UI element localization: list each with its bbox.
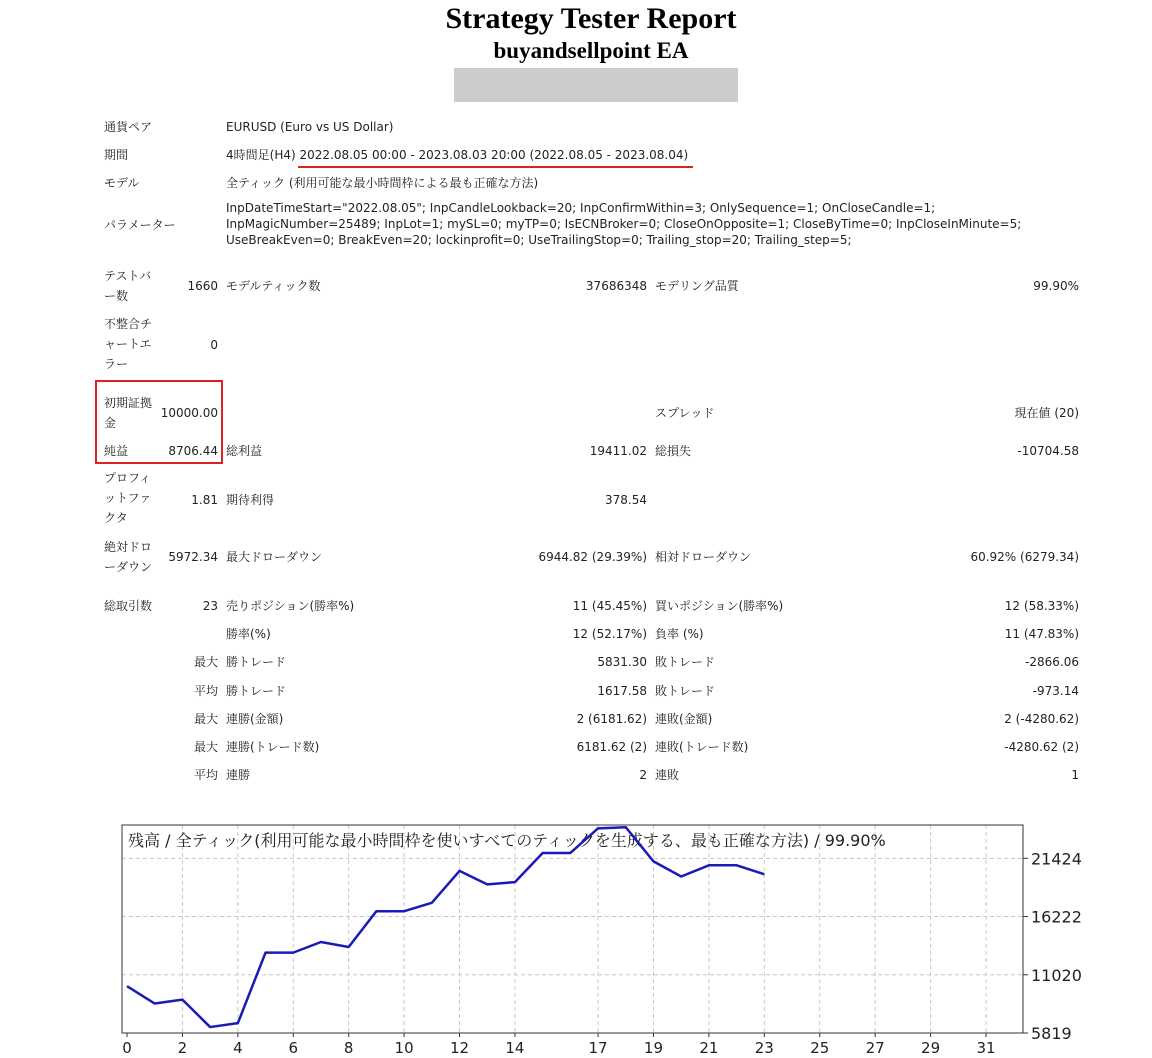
max-loss-trade-label: 敗トレード bbox=[655, 655, 716, 669]
avg-cons-wins-label: 連勝 bbox=[226, 768, 251, 782]
deposit-value: 10000.00 bbox=[160, 406, 218, 420]
model-value: 全ティック (利用可能な最小時間枠による最も正確な方法) bbox=[226, 176, 539, 190]
x-tick-label: 10 bbox=[394, 1039, 414, 1057]
avg-loss-trade-label: 敗トレード bbox=[655, 684, 716, 698]
cons-losses-count-value: -4280.62 (2) bbox=[1004, 740, 1079, 754]
period-highlight-underline bbox=[298, 166, 693, 168]
avg-row-label: 平均 bbox=[193, 684, 218, 698]
params-label: パラメーター bbox=[104, 218, 176, 232]
total-trades-value: 23 bbox=[202, 599, 218, 613]
symbol-value: EURUSD (Euro vs US Dollar) bbox=[226, 120, 394, 134]
x-tick-label: 8 bbox=[343, 1039, 354, 1057]
y-tick-label: 5819 bbox=[1031, 1024, 1072, 1043]
profit-factor-label: プロフィットファクタ bbox=[104, 471, 152, 525]
chart-title: 残高 / 全ティック(利用可能な最小時間枠を使いすべてのティックを生成する、最も正確な方法) / 99.90% bbox=[128, 831, 886, 850]
max-drawdown-label: 最大ドローダウン bbox=[226, 550, 323, 564]
y-tick-label: 11020 bbox=[1031, 965, 1082, 985]
quality-value: 99.90% bbox=[1033, 279, 1079, 293]
period-value: 4時間足(H4) 2022.08.05 00:00 - 2023.08.03 20:00 (2022.08.05 - 2023.08.04) bbox=[226, 148, 689, 162]
avg-cons-losses-label: 連敗 bbox=[655, 768, 680, 782]
y-tick-label: 16222 bbox=[1031, 907, 1082, 927]
x-tick-label: 14 bbox=[505, 1039, 525, 1057]
win-percent-value: 12 (52.17%) bbox=[572, 627, 647, 641]
max-win-trade-value: 5831.30 bbox=[597, 655, 647, 669]
x-tick-label: 2 bbox=[177, 1039, 188, 1057]
max-win-trade-label: 勝トレード bbox=[226, 655, 287, 669]
y-tick-label: 21424 bbox=[1031, 849, 1082, 869]
long-positions-label: 買いポジション(勝率%) bbox=[655, 599, 784, 613]
bars-value: 1660 bbox=[187, 279, 218, 293]
x-tick-label: 4 bbox=[233, 1039, 243, 1057]
quality-label: モデリング品質 bbox=[655, 279, 739, 293]
balance-line bbox=[127, 827, 764, 1027]
cons-wins-amount-value: 2 (6181.62) bbox=[576, 712, 647, 726]
avg-loss-trade-value: -973.14 bbox=[1032, 684, 1079, 698]
abs-drawdown-label: 絶対ドローダウン bbox=[104, 540, 153, 574]
net-label: 純益 bbox=[104, 444, 129, 458]
avg-cons-wins-value: 2 bbox=[639, 768, 647, 782]
max-row-label: 最大 bbox=[193, 655, 218, 669]
max-drawdown-value: 6944.82 (29.39%) bbox=[538, 550, 647, 564]
mismatch-value: 0 bbox=[210, 338, 218, 352]
max-loss-trade-value: -2866.06 bbox=[1025, 655, 1079, 669]
symbol-label: 通貨ペア bbox=[104, 120, 153, 134]
avg-cons-losses-value: 1 bbox=[1071, 768, 1079, 782]
x-tick-label: 6 bbox=[288, 1039, 299, 1057]
rel-drawdown-value: 60.92% (6279.34) bbox=[970, 550, 1079, 564]
avg-win-trade-value: 1617.58 bbox=[597, 684, 647, 698]
gross-profit-value: 19411.02 bbox=[589, 444, 647, 458]
net-value: 8706.44 bbox=[168, 444, 218, 458]
gross-profit-label: 総利益 bbox=[226, 444, 263, 458]
short-positions-label: 売りポジション(勝率%) bbox=[226, 599, 355, 613]
balance-chart bbox=[0, 815, 1152, 1058]
x-tick-label: 17 bbox=[588, 1039, 608, 1057]
long-positions-value: 12 (58.33%) bbox=[1004, 599, 1079, 613]
profit-factor-value: 1.81 bbox=[191, 493, 218, 507]
x-tick-label: 29 bbox=[921, 1039, 941, 1057]
cons-wins-amount-label: 連勝(金額) bbox=[226, 712, 284, 726]
ticks-label: モデルティック数 bbox=[226, 279, 321, 293]
x-tick-label: 0 bbox=[122, 1039, 132, 1057]
x-tick-label: 23 bbox=[754, 1039, 774, 1057]
gross-loss-value: -10704.58 bbox=[1017, 444, 1079, 458]
bars-label: テストバー数 bbox=[104, 269, 152, 303]
loss-percent-label: 負率 (%) bbox=[655, 627, 704, 641]
abs-drawdown-value: 5972.34 bbox=[168, 550, 218, 564]
balance-chart-svg bbox=[0, 815, 1152, 1058]
short-positions-value: 11 (45.45%) bbox=[572, 599, 647, 613]
x-tick-label: 31 bbox=[976, 1039, 996, 1057]
cons-wins-count-label: 連勝(トレード数) bbox=[226, 740, 320, 754]
max-cons-amount-row-label: 最大 bbox=[193, 712, 218, 726]
max-cons-count-row-label: 最大 bbox=[193, 740, 218, 754]
x-tick-label: 21 bbox=[699, 1039, 719, 1057]
x-tick-label: 25 bbox=[810, 1039, 830, 1057]
redacted-block bbox=[454, 68, 738, 102]
avg-win-trade-label: 勝トレード bbox=[226, 684, 287, 698]
expected-payoff-value: 378.54 bbox=[605, 493, 647, 507]
report-title: Strategy Tester Report bbox=[445, 2, 737, 35]
cons-losses-amount-label: 連敗(金額) bbox=[655, 712, 713, 726]
win-percent-label: 勝率(%) bbox=[226, 627, 271, 641]
cons-wins-count-value: 6181.62 (2) bbox=[576, 740, 647, 754]
spread-label: スプレッド bbox=[655, 406, 715, 420]
x-tick-label: 19 bbox=[643, 1039, 664, 1057]
avg-cons-row-label: 平均 bbox=[193, 768, 218, 782]
model-label: モデル bbox=[104, 176, 140, 190]
params-value: InpDateTimeStart="2022.08.05"; InpCandleLookback=20; InpConfirmWithin=3; OnlySequence=1; OnCloseCandle=1; InpMagicNumber=25489; InpLot=1; mySL=0; myTP=0; IsECNBroker=0; CloseOnOpposite=1; CloseByTime=0; InpCloseInMinute=5; UseBreakEven=0; BreakEven=20; lockinprofit=0; UseTrailingStop=0; Trailing_stop=20; Trailing_step=5; bbox=[226, 201, 1022, 247]
cons-losses-amount-value: 2 (-4280.62) bbox=[1004, 712, 1079, 726]
rel-drawdown-label: 相対ドローダウン bbox=[655, 550, 752, 564]
ticks-value: 37686348 bbox=[585, 279, 647, 293]
cons-losses-count-label: 連敗(トレード数) bbox=[655, 740, 749, 754]
x-tick-label: 27 bbox=[865, 1039, 885, 1057]
loss-percent-value: 11 (47.83%) bbox=[1004, 627, 1079, 641]
deposit-label: 初期証拠金 bbox=[104, 396, 153, 430]
report-subtitle: buyandsellpoint EA bbox=[493, 38, 689, 63]
x-tick-label: 12 bbox=[449, 1039, 470, 1057]
total-trades-label: 総取引数 bbox=[104, 599, 153, 613]
gross-loss-label: 総損失 bbox=[655, 444, 692, 458]
mismatch-label: 不整合チャートエラー bbox=[104, 317, 153, 371]
plot-frame bbox=[122, 825, 1023, 1033]
spread-value: 現在値 (20) bbox=[1014, 406, 1079, 420]
period-label: 期間 bbox=[104, 148, 129, 162]
expected-payoff-label: 期待利得 bbox=[226, 493, 275, 507]
